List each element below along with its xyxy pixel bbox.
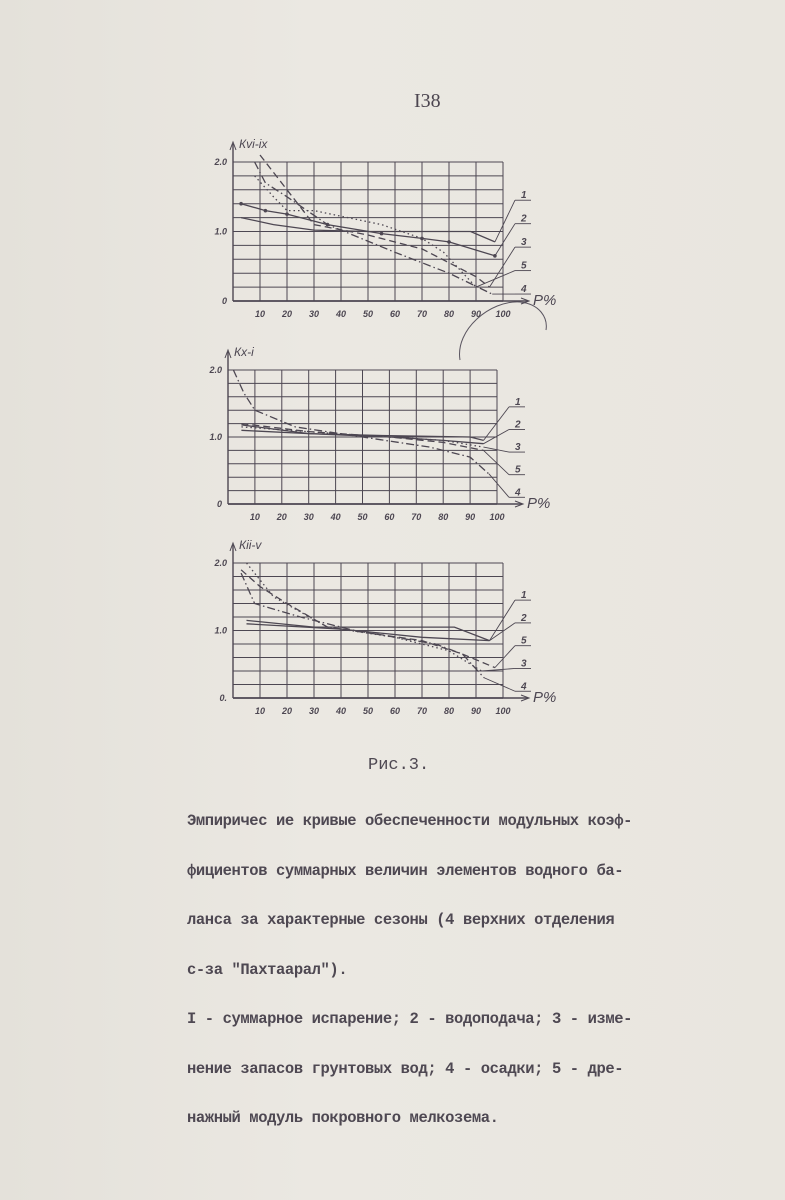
series-line-4 <box>233 370 489 474</box>
legend-label: 5 <box>521 260 527 272</box>
x-tick-label: 100 <box>489 512 505 522</box>
legend-label: 2 <box>521 612 527 624</box>
legend-label: 4 <box>515 487 521 499</box>
page-number: I38 <box>414 90 441 112</box>
x-tick-label: 10 <box>249 512 260 522</box>
x-tick-label: 50 <box>357 512 368 522</box>
caption-line: Эмпиричес ие кривые обеспеченности модульных коэф- <box>187 812 633 830</box>
legend-label: 2 <box>515 419 521 431</box>
series-point <box>380 232 384 236</box>
series-point <box>239 202 243 206</box>
series-point <box>285 212 289 216</box>
legend-label: 4 <box>521 681 527 693</box>
x-tick-label: 80 <box>443 706 455 716</box>
y-tick-label: 1.0 <box>214 625 227 636</box>
x-tick-label: 70 <box>416 309 428 319</box>
caption-line: нение запасов грунтовых вод; 4 - осадки; 5 - дре- <box>187 1059 624 1078</box>
chart-3 <box>213 538 556 716</box>
x-tick-label: 70 <box>411 512 422 522</box>
x-tick-label: 30 <box>308 706 320 716</box>
x-tick-label: 40 <box>330 512 341 522</box>
legend-leader-line <box>495 646 515 668</box>
x-tick-label: 50 <box>362 706 374 716</box>
legend-leader-line <box>484 447 509 452</box>
y-tick-label: 2.0 <box>209 365 222 375</box>
chart-2 <box>208 345 550 522</box>
x-tick-label: 10 <box>254 309 266 319</box>
legend-label: 3 <box>521 658 527 670</box>
legend-label: 1 <box>515 396 521 408</box>
legend-leader-line <box>495 200 515 242</box>
y-axis-label: Кii-v <box>239 538 262 552</box>
x-axis-label: P% <box>527 495 551 512</box>
legend-leader-line <box>495 224 515 256</box>
x-tick-label: 60 <box>389 706 401 716</box>
x-tick-label: 80 <box>438 512 449 522</box>
x-tick-label: 60 <box>389 309 401 319</box>
caption-line: с-за "Пахтаарал"). <box>187 960 348 979</box>
legend-label: 5 <box>521 635 527 647</box>
x-axis-label: P% <box>533 292 557 309</box>
x-tick-label: 20 <box>281 706 293 716</box>
legend-label: 5 <box>515 464 521 476</box>
y-axis-label: Кvi-ix <box>239 137 268 151</box>
x-tick-label: 40 <box>335 706 347 716</box>
caption-line: фициентов суммарных величин элементов водного ба- <box>187 861 624 880</box>
x-tick-label: 90 <box>470 309 482 319</box>
legend-label: 1 <box>521 590 527 602</box>
series-point <box>447 240 451 244</box>
x-tick-label: 30 <box>303 512 314 522</box>
series-point <box>264 209 268 213</box>
legend-leader-line <box>490 600 516 641</box>
legend-leader-line <box>490 623 516 641</box>
legend-label: 2 <box>521 213 527 225</box>
x-tick-label: 10 <box>254 706 266 716</box>
chart-1 <box>213 137 556 319</box>
y-axis-label: Кx-i <box>234 345 254 359</box>
figure-label: Рис.3. <box>368 756 430 775</box>
x-axis-label: P% <box>533 689 557 706</box>
series-line-3 <box>260 155 490 287</box>
x-tick-label: 90 <box>470 706 482 716</box>
legend-leader-line <box>490 247 516 287</box>
caption-line: I - суммарное испарение; 2 - водоподача; 3 - изме- <box>187 1010 633 1028</box>
x-tick-label: 40 <box>335 309 347 319</box>
x-tick-label: 80 <box>443 309 455 319</box>
legend-label: 3 <box>515 442 521 454</box>
x-tick-label: 20 <box>281 309 293 319</box>
legend-label: 3 <box>521 237 527 249</box>
series-line-4 <box>255 162 493 294</box>
x-tick-label: 90 <box>465 512 476 522</box>
y-tick-label: 0. <box>219 693 227 703</box>
x-tick-label: 100 <box>495 309 511 319</box>
y-tick-label: 2.0 <box>214 157 227 167</box>
x-tick-label: 20 <box>276 512 287 522</box>
y-tick-label: 2.0 <box>214 558 227 568</box>
x-tick-label: 70 <box>416 706 428 716</box>
y-tick-label: 1.0 <box>214 226 227 237</box>
caption-line: ланса за характерные сезоны (4 верхних отделения <box>187 911 615 929</box>
caption-line: нажный модуль покровного мелкозема. <box>187 1109 499 1127</box>
x-tick-label: 100 <box>495 706 511 716</box>
legend-label: 1 <box>521 190 527 202</box>
x-tick-label: 30 <box>308 309 320 319</box>
y-tick-label: 0 <box>216 499 222 509</box>
x-tick-label: 60 <box>384 512 395 522</box>
x-tick-label: 50 <box>362 309 374 319</box>
y-tick-label: 1.0 <box>209 432 222 442</box>
figure-caption <box>187 780 632 1143</box>
legend-label: 4 <box>521 284 527 296</box>
legend-leader-line <box>489 474 509 497</box>
y-tick-label: 0 <box>221 296 227 306</box>
legend-leader-line <box>484 450 509 474</box>
